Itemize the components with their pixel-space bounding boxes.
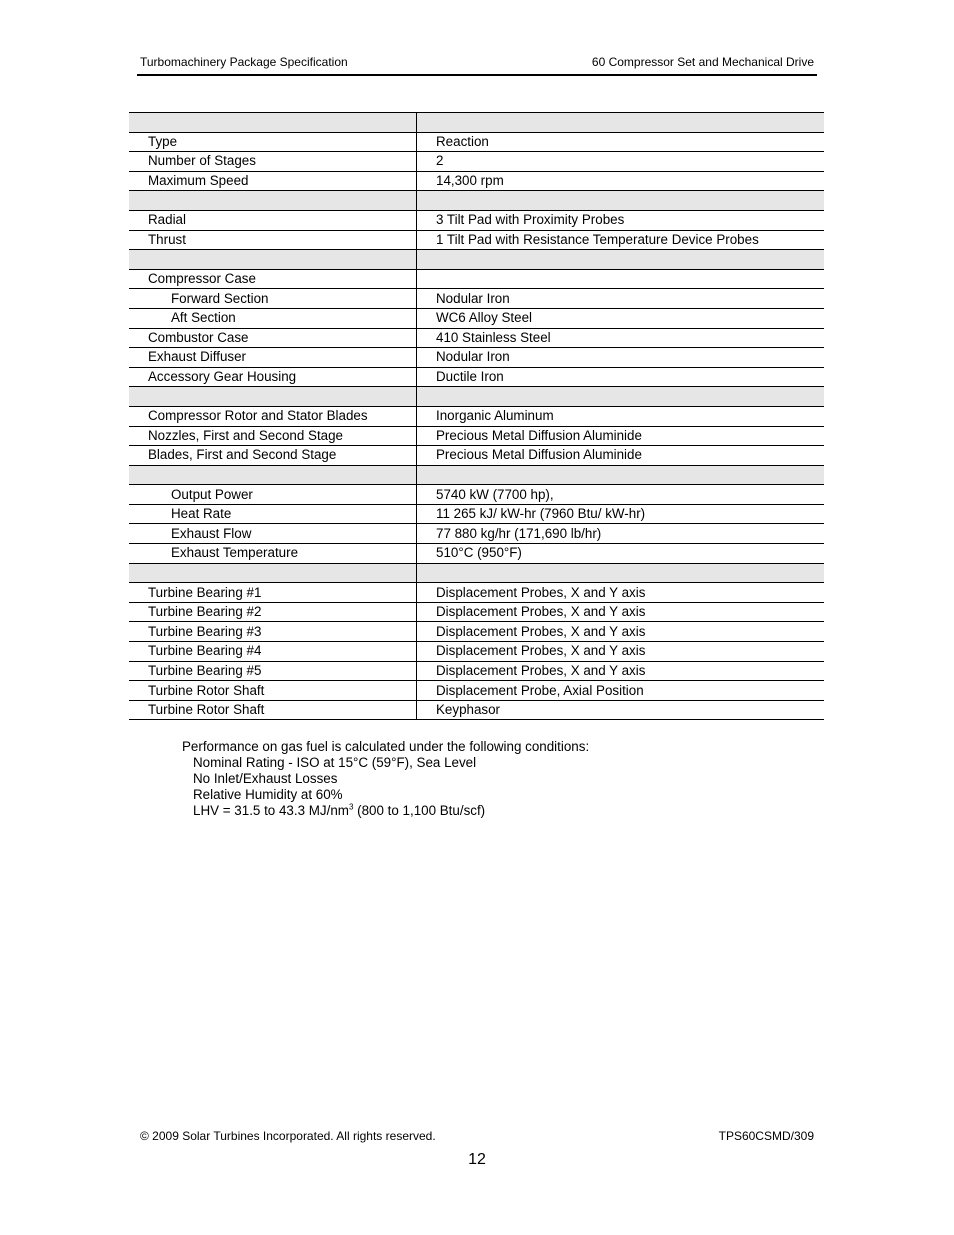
row-value: Inorganic Aluminum: [417, 406, 825, 426]
header-subtitle: 60 Compressor Set and Mechanical Drive: [591, 55, 814, 69]
section-header-cell: [129, 465, 417, 485]
row-label: Turbine Bearing #5: [129, 661, 417, 681]
table-row: [129, 230, 824, 250]
table-row: [129, 622, 824, 642]
row-value: Keyphasor: [417, 700, 825, 720]
section-header-cell: [417, 563, 825, 583]
row-value: Nodular Iron: [417, 348, 825, 368]
section-header-cell: [417, 387, 825, 407]
table-row: [129, 348, 824, 368]
spec-table: [129, 112, 824, 720]
row-value: [417, 269, 825, 289]
row-value: Displacement Probes, X and Y axis: [417, 642, 825, 662]
row-label: Turbine Bearing #3: [129, 622, 417, 642]
notes-item: No Inlet/Exhaust Losses: [193, 771, 338, 786]
row-label: Heat Rate: [129, 504, 417, 524]
lhv-units: (800 to 1,100 Btu/scf): [353, 803, 486, 818]
row-label: Aft Section: [129, 308, 417, 328]
page-number: 12: [468, 1151, 486, 1168]
row-label: Number of Stages: [129, 152, 417, 172]
row-label: Thrust: [129, 230, 417, 250]
section-header-cell: [417, 191, 825, 211]
row-label: Compressor Rotor and Stator Blades: [129, 406, 417, 426]
lhv-text: LHV = 31.5 to 43.3 MJ/nm: [193, 803, 349, 818]
performance-notes: [182, 739, 589, 819]
table-row: [129, 132, 824, 152]
row-label: Output Power: [129, 485, 417, 505]
page-header: [140, 55, 814, 75]
row-value: Displacement Probes, X and Y axis: [417, 583, 825, 603]
section-header-cell: [129, 387, 417, 407]
row-value: 1 Tilt Pad with Resistance Temperature Device Probes: [417, 230, 825, 250]
table-row: [129, 152, 824, 172]
row-label: Accessory Gear Housing: [129, 367, 417, 387]
table-row: [129, 524, 824, 544]
section-header-row: [129, 191, 824, 211]
row-label: Turbine Rotor Shaft: [129, 681, 417, 701]
section-header-cell: [417, 250, 825, 270]
row-label: Turbine Rotor Shaft: [129, 700, 417, 720]
row-value: 77 880 kg/hr (171,690 lb/hr): [417, 524, 825, 544]
table-row: [129, 289, 824, 309]
notes-item: Nominal Rating - ISO at 15°C (59°F), Sea Level: [193, 755, 477, 770]
section-header-cell: [417, 113, 825, 133]
table-row: [129, 642, 824, 662]
header-title: Turbomachinery Package Specification: [140, 55, 348, 69]
table-row: [129, 328, 824, 348]
section-header-row: [129, 465, 824, 485]
document-id: TPS60CSMD/309: [718, 1129, 814, 1143]
row-label: Turbine Bearing #1: [129, 583, 417, 603]
row-value: 510°C (950°F): [417, 544, 825, 564]
row-value: 410 Stainless Steel: [417, 328, 825, 348]
table-row: [129, 269, 824, 289]
row-value: Displacement Probes, X and Y axis: [417, 661, 825, 681]
row-label: Exhaust Diffuser: [129, 348, 417, 368]
row-value: Nodular Iron: [417, 289, 825, 309]
section-header-row: [129, 563, 824, 583]
section-header-row: [129, 250, 824, 270]
notes-item: Relative Humidity at 60%: [193, 787, 343, 802]
table-row: [129, 406, 824, 426]
row-value: Ductile Iron: [417, 367, 825, 387]
table-row: [129, 485, 824, 505]
header-rule: [137, 74, 817, 76]
row-label: Exhaust Temperature: [129, 544, 417, 564]
row-value: Displacement Probes, X and Y axis: [417, 622, 825, 642]
table-row: [129, 367, 824, 387]
table-row: [129, 583, 824, 603]
section-header-cell: [129, 563, 417, 583]
copyright: © 2009 Solar Turbines Incorporated. All rights reserved.: [140, 1129, 436, 1143]
notes-intro: Performance on gas fuel is calculated under the following conditions:: [182, 739, 590, 754]
row-value: Precious Metal Diffusion Aluminide: [417, 446, 825, 466]
row-label: Maximum Speed: [129, 171, 417, 191]
section-header-row: [129, 113, 824, 133]
row-value: Reaction: [417, 132, 825, 152]
table-row: [129, 661, 824, 681]
section-header-cell: [129, 250, 417, 270]
row-value: Displacement Probes, X and Y axis: [417, 602, 825, 622]
table-row: [129, 602, 824, 622]
table-row: [129, 210, 824, 230]
notes-item-lhv: [182, 803, 589, 819]
row-label: Turbine Bearing #4: [129, 642, 417, 662]
row-label: Type: [129, 132, 417, 152]
row-label: Radial: [129, 210, 417, 230]
row-label: Forward Section: [129, 289, 417, 309]
row-label: Combustor Case: [129, 328, 417, 348]
row-value: 14,300 rpm: [417, 171, 825, 191]
row-label: Exhaust Flow: [129, 524, 417, 544]
row-value: 11 265 kJ/ kW-hr (7960 Btu/ kW-hr): [417, 504, 825, 524]
table-row: [129, 426, 824, 446]
table-row: [129, 504, 824, 524]
row-label: Nozzles, First and Second Stage: [129, 426, 417, 446]
row-value: 3 Tilt Pad with Proximity Probes: [417, 210, 825, 230]
row-label: Compressor Case: [129, 269, 417, 289]
table-row: [129, 700, 824, 720]
section-header-cell: [417, 465, 825, 485]
row-value: 5740 kW (7700 hp),: [417, 485, 825, 505]
row-value: Precious Metal Diffusion Aluminide: [417, 426, 825, 446]
lhv-superscript: 3: [348, 802, 354, 812]
table-row: [129, 308, 824, 328]
section-header-row: [129, 387, 824, 407]
row-value: WC6 Alloy Steel: [417, 308, 825, 328]
table-row: [129, 446, 824, 466]
row-label: Turbine Bearing #2: [129, 602, 417, 622]
section-header-cell: [129, 191, 417, 211]
row-label: Blades, First and Second Stage: [129, 446, 417, 466]
table-row: [129, 171, 824, 191]
section-header-cell: [129, 113, 417, 133]
table-row: [129, 681, 824, 701]
row-value: 2: [417, 152, 825, 172]
table-row: [129, 544, 824, 564]
row-value: Displacement Probe, Axial Position: [417, 681, 825, 701]
